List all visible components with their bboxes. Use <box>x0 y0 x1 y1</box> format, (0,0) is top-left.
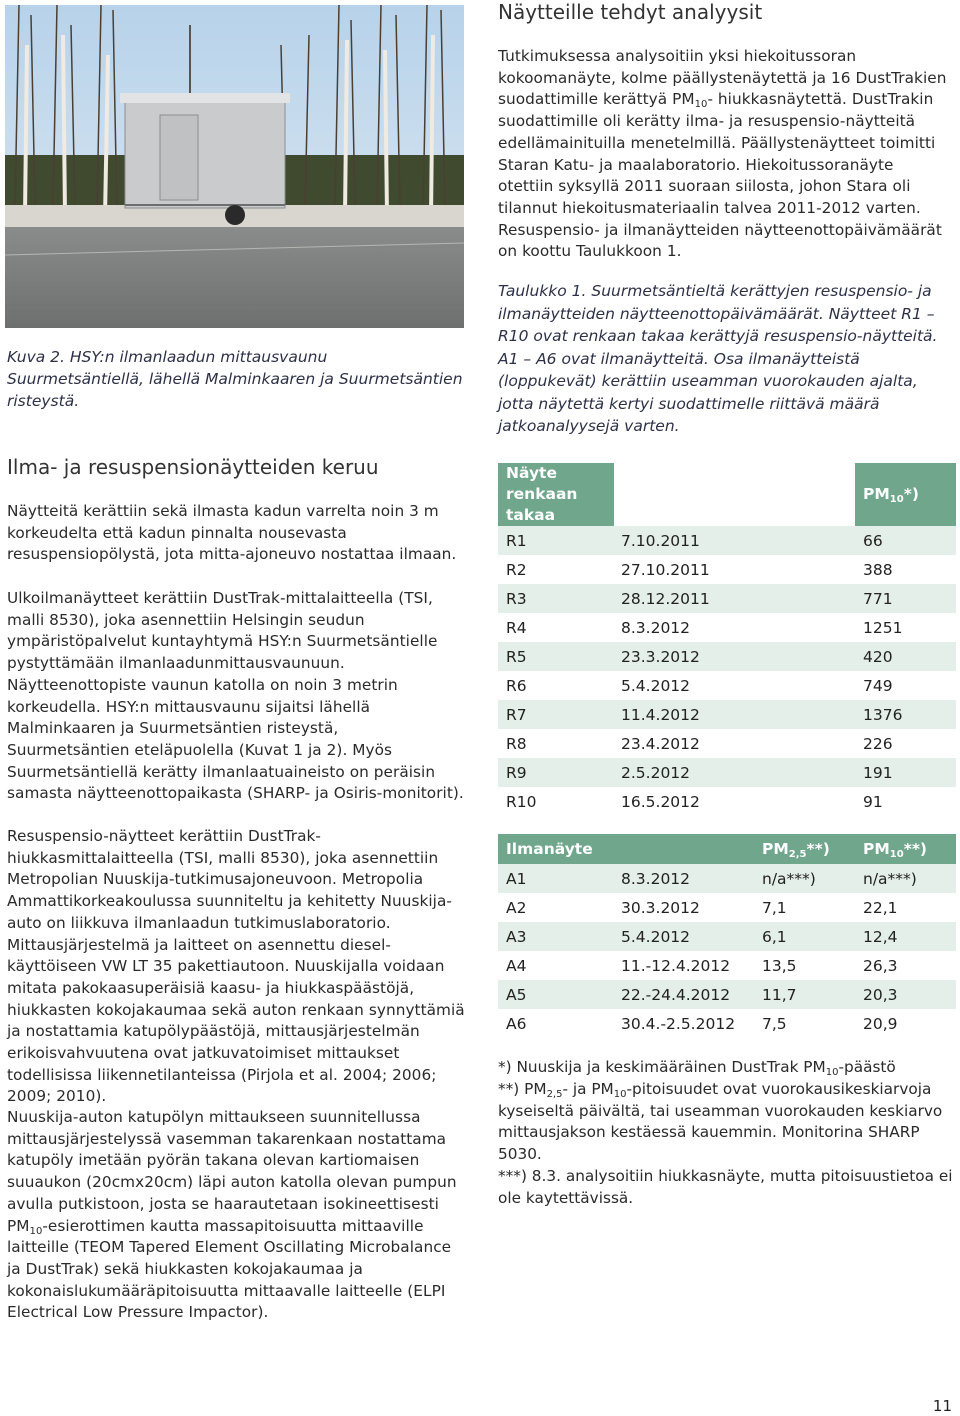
table-cell: 66 <box>855 526 956 555</box>
table-cell: n/a***) <box>855 864 956 893</box>
table-cell: 16.5.2012 <box>613 787 855 816</box>
table-cell: R9 <box>498 758 613 787</box>
page-number: 11 <box>932 1397 952 1415</box>
table-cell: 30.4.-2.5.2012 <box>613 1009 754 1038</box>
header-sample: Näyte renkaan takaa <box>498 463 613 526</box>
table-row <box>498 700 956 729</box>
table-cell: 30.3.2012 <box>613 893 754 922</box>
table-row <box>498 922 956 951</box>
table-cell: A1 <box>498 864 613 893</box>
table-row <box>498 584 956 613</box>
table-cell: 11,7 <box>754 980 855 1009</box>
table-row <box>498 729 956 758</box>
table-cell: 7.10.2011 <box>613 526 855 555</box>
table-cell: 8.3.2012 <box>613 613 855 642</box>
table-cell: 20,3 <box>855 980 956 1009</box>
table-cell: R3 <box>498 584 613 613</box>
table-cell: n/a***) <box>754 864 855 893</box>
table-cell: 191 <box>855 758 956 787</box>
table-cell: A3 <box>498 922 613 951</box>
table-cell: R1 <box>498 526 613 555</box>
table-header-row <box>498 834 956 864</box>
table-cell: 13,5 <box>754 951 855 980</box>
table-cell: A4 <box>498 951 613 980</box>
table-cell: 420 <box>855 642 956 671</box>
table-footnotes <box>498 1057 954 1210</box>
table-row <box>498 671 956 700</box>
table-cell: R8 <box>498 729 613 758</box>
paragraph-analyses: Tutkimuksessa analysoitiin yksi hiekoitussoran kokoomanäyte, kolme päällystenäytettä ja 16 DustTrakien suodattimille kerättyä $PM_{10}-$ hiukkasnäytettä. DustTrakin suodattimille oli kerätty ilma- ja resuspensio-näytteitä edellämainituilla menetelmillä. Päällystenäytteet toimitti Staran Katu- ja maalaboratorio. Hiekoitussoranäyte otettiin syksyllä 2011 suoraan siilosta, johon Stara oli tilannut hiekoitusmateriaalin talvea 2011-2012 varten. Resuspensio- ja ilmanäytteiden näytteenottopäivämäärät on koottu Taulukkoon 1. <box>498 47 947 261</box>
table-cell: 226 <box>855 729 956 758</box>
table-row <box>498 787 956 816</box>
table-row <box>498 893 956 922</box>
table-cell: 27.10.2011 <box>613 555 855 584</box>
table-cell: 749 <box>855 671 956 700</box>
table-row <box>498 758 956 787</box>
table-cell: R10 <box>498 787 613 816</box>
table-cell: 5.4.2012 <box>613 922 754 951</box>
table-cell: 388 <box>855 555 956 584</box>
table-cell: 22,1 <box>855 893 956 922</box>
header-date <box>613 834 754 864</box>
footnote-2: **) $PM_{2,5}-$ ja $PM_{10}$-pitoisuudet ovat vuorokausikeskiarvoja kyseiseltä päivältä, tai useamman vuorokauden keskiarvo mittausjakson kestäessä kauemmin. Monitorina SHARP 5030. <box>498 1079 943 1164</box>
table-cell: R6 <box>498 671 613 700</box>
header-pm10: $PM_{10}*$) <box>855 463 956 526</box>
table-cell: 22.-24.4.2012 <box>613 980 754 1009</box>
table-cell: 1251 <box>855 613 956 642</box>
paragraph-nuuskija-setup: Nuuskija-auton katupölyn mittaukseen suunnitellussa mittausjärjestelyssä vasemman takarenkaan nostattama katupöly imetään pyörän takana olevan kartiomaisen suuaukon (20cmx20cm) läpi auton katolla olevan pumpun avulla putkistoon, josta se haarautetaan isokineettisesti $PM_{10}$-esierottimen kautta massapitoisuutta mittaaville laitteille (TEOM Tapered Element Oscillating Microbalance ja DustTrak) sekä hiukkasten kokojakaumaa ja kokonaislukumääräpitoisuutta mittaavalle laitteelle (ELPI Electrical Low Pressure Impactor). <box>7 1108 457 1322</box>
table-cell: A2 <box>498 893 613 922</box>
table-cell: 771 <box>855 584 956 613</box>
table-cell: 11.4.2012 <box>613 700 855 729</box>
table-cell: 6,1 <box>754 922 855 951</box>
paragraph-resuspension-samples: Resuspensio-näytteet kerättiin DustTrak-hiukkasmittalaitteella (TSI, malli 8530), joka asennettiin Metropolian Nuuskija-tutkimusajoneuvoon. Metropolia Ammattikorkeakoulussa suunniteltu ja kehitetty Nuuskija-auto on liikkuva ilmanlaadun tutkimuslaboratorio. Mittausjärjestelmä ja laitteet on asennettu diesel-käyttöiseen VW LT 35 pakettiautoon. Nuuskijalla voidaan mitata pakokaasuperäisiä kaasu- ja hiukkaspäästöjä, hiukkasten kokojakaumaa sekä auton renkaan synnyttämiä ja nostattamia katupölypäästöjä, mittausjärjestelmän erikoisvahvuutena ovat jatkuvatoimiset mittaukset todellisissa liikennetilanteissa (Pirjola et al. 2004; 2006; 2009; 2010). <box>7 827 465 1106</box>
header-pm25: $PM_{2,5}**$) <box>754 834 855 864</box>
table-air-samples <box>498 834 956 1038</box>
table-cell: 12,4 <box>855 922 956 951</box>
section-heading-sample-collection: Ilma- ja resuspensionäytteiden keruu <box>7 455 379 479</box>
table-cell: 1376 <box>855 700 956 729</box>
header-pm10: $PM_{10}**$) <box>855 834 956 864</box>
section-heading-analyses: Näytteille tehdyt analyysit <box>498 0 763 24</box>
trailer-photo-illustration <box>5 5 464 328</box>
table-caption: Taulukko 1. Suurmetsäntieltä kerättyjen resuspensio- ja ilmanäytteiden näytteenottopäivämäärät. Näytteet R1 – R10 ovat renkaan takaa kerättyjä resuspensio-näytteitä. A1 – A6 ovat ilmanäytteitä. Osa ilmanäytteistä (loppukevät) kerättiin useamman vuorokauden ajalta, jotta näytettä kertyi suodattimelle riittävä määrä jatkoanalyysejä varten. <box>498 282 938 435</box>
table-cell: A5 <box>498 980 613 1009</box>
table-cell: A6 <box>498 1009 613 1038</box>
table-cell: 7,5 <box>754 1009 855 1038</box>
table-resuspension-samples <box>498 463 956 816</box>
table-cell: 20,9 <box>855 1009 956 1038</box>
footnote-3: ***) 8.3. analysoitiin hiukkasnäyte, mutta pitoisuustietoa ei ole kaytettävissä. <box>498 1166 953 1207</box>
table-row <box>498 526 956 555</box>
trailer-photo <box>5 5 464 328</box>
header-date <box>613 463 855 526</box>
table-cell: 5.4.2012 <box>613 671 855 700</box>
table-row <box>498 980 956 1009</box>
table-cell: R5 <box>498 642 613 671</box>
table-row <box>498 555 956 584</box>
table-cell: 23.4.2012 <box>613 729 855 758</box>
table-cell: 2.5.2012 <box>613 758 855 787</box>
table-cell: R2 <box>498 555 613 584</box>
table-header-row <box>498 463 956 526</box>
footnote-1: *) Nuuskija ja keskimääräinen DustTrak $PM_{10}$-päästö <box>498 1058 896 1078</box>
paragraph-outdoor-samples: Ulkoilmanäytteet kerättiin DustTrak-mittalaitteella (TSI, malli 8530), joka asennettiin Helsingin seudun ympäristöpalvelut kuntayhtymä HSY:n Suurmetsäntielle pystyttämään ilmanlaadunmittausvaunuun. Näytteenottopiste vaunun katolla on noin 3 metrin korkeudella. HSY:n mittausvaunu sijaitsi lähellä Malminkaaren ja Suurmetsäntien risteystä, Suurmetsäntien eteläpuolella (Kuvat 1 ja 2). Myös Suurmetsäntiellä kerätty ilmanlaatuaineisto on peräisin samasta näytteenottopaikasta (SHARP- ja Osiris-monitorit). <box>7 589 464 803</box>
paragraph-sampling-intro: Näytteitä kerättiin sekä ilmasta kadun varrelta noin 3 m korkeudelta että kadun pinnalta nousevasta resuspensiopölystä, jota mitta-ajoneuvo nostattaa ilmaan. <box>7 502 457 564</box>
table-row <box>498 613 956 642</box>
table-cell: 28.12.2011 <box>613 584 855 613</box>
table-cell: 91 <box>855 787 956 816</box>
table-cell: R7 <box>498 700 613 729</box>
table-row <box>498 951 956 980</box>
table-row <box>498 864 956 893</box>
table-cell: 23.3.2012 <box>613 642 855 671</box>
table-cell: 7,1 <box>754 893 855 922</box>
table-cell: 11.-12.4.2012 <box>613 951 754 980</box>
table-cell: 8.3.2012 <box>613 864 754 893</box>
table-cell: 26,3 <box>855 951 956 980</box>
table-cell: R4 <box>498 613 613 642</box>
table-row <box>498 1009 956 1038</box>
table-row <box>498 642 956 671</box>
figure-caption: Kuva 2. HSY:n ilmanlaadun mittausvaunu Suurmetsäntiellä, lähellä Malminkaaren ja Suurmetsäntien risteystä. <box>7 348 463 410</box>
header-air-sample: Ilmanäyte <box>498 834 613 864</box>
